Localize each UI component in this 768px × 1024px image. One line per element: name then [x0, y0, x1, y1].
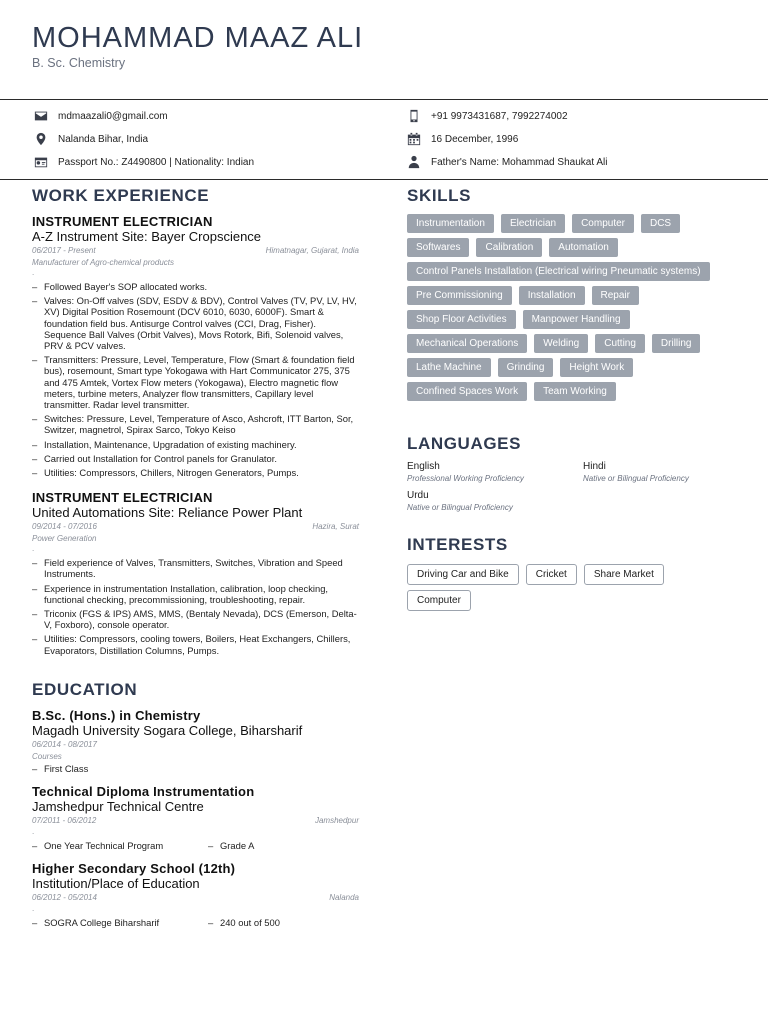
skill-tag: DCS: [641, 214, 680, 233]
bullet-item: – Field experience of Valves, Transmitters, Switches, Vibration and Speed Instruments.: [32, 557, 359, 579]
edu-sub: .: [32, 827, 35, 837]
job-bullets: [32, 281, 359, 478]
edu-dates: 06/2014 - 08/2017: [32, 739, 97, 749]
bullet-item: – Utilities: Compressors, cooling towers, Boilers, Heat Exchangers, Chillers, Evaporators, Distillation Columns, Pumps.: [32, 633, 359, 655]
passport-text: Passport No.: Z4490800 | Nationality: Indian: [58, 156, 255, 168]
right-column: [407, 186, 737, 616]
bullet-item: – Followed Bayer's SOP allocated works.: [32, 281, 359, 292]
contact-father: [407, 155, 607, 169]
interest-tag: Driving Car and Bike: [407, 564, 519, 585]
edu-meta: [32, 892, 359, 904]
contact-email: [34, 109, 168, 123]
edu-meta: [32, 815, 359, 827]
languages-list: [407, 461, 737, 513]
job-dates: 09/2014 - 07/2016: [32, 522, 97, 532]
skill-tag: Instrumentation: [407, 214, 494, 233]
skill-tag: Automation: [549, 238, 618, 257]
id-card-icon: [34, 155, 48, 169]
bullet-item: – Experience in instrumentation Installation, calibration, loop checking, functional checking, precommissioning, troubleshooting, repair.: [32, 583, 359, 605]
skill-tag: Confined Spaces Work: [407, 382, 527, 401]
bullet-item: – Triconix (FGS & IPS) AMS, MMS, (Bentaly Nevada), DCS (Emerson, Delta-V, Foxboro), console operator.: [32, 608, 359, 630]
interest-tag: Share Market: [584, 564, 664, 585]
edu-bullets: [32, 837, 359, 851]
language-item: [407, 490, 583, 513]
edu-school: Jamshedpur Technical Centre: [32, 799, 204, 815]
edu-school: Magadh University Sogara College, Biharsharif: [32, 722, 303, 738]
job-place: Himatnagar, Gujarat, India: [265, 246, 359, 255]
map-pin-icon: [34, 132, 48, 146]
calendar-icon: [407, 132, 421, 146]
job-dates: 06/2017 - Present: [32, 246, 96, 255]
job-role: INSTRUMENT ELECTRICIAN: [32, 214, 213, 229]
skill-tag: Grinding: [498, 358, 554, 377]
job-entry: [32, 214, 359, 478]
bullet-item: – Installation, Maintenance, Upgradation of existing machinery.: [32, 439, 359, 450]
job-bullets: [32, 557, 359, 656]
edu-bullets: [32, 914, 359, 928]
edu-school: Institution/Place of Education: [32, 876, 200, 892]
skill-tag: Cutting: [595, 334, 645, 353]
job-separator: .: [32, 544, 35, 554]
language-level: Native or Bilingual Proficiency: [407, 503, 513, 512]
language-name: Urdu: [407, 490, 429, 501]
skill-tag: Team Working: [534, 382, 616, 401]
edu-degree: Technical Diploma Instrumentation: [32, 784, 255, 800]
left-column: [32, 186, 359, 928]
edu-bullets: [32, 763, 359, 774]
email-text[interactable]: mdmaazali0@gmail.com: [58, 110, 168, 122]
skill-tag: Welding: [534, 334, 588, 353]
job-place: Hazira, Surat: [312, 522, 359, 532]
job-meta: [32, 245, 359, 257]
phone-text[interactable]: +91 9973431687, 7992274002: [431, 110, 568, 122]
skill-tag: Manpower Handling: [523, 310, 630, 329]
skills-heading: SKILLS: [407, 186, 472, 205]
interest-tag: Computer: [407, 590, 471, 611]
contact-bar: [0, 99, 768, 180]
language-name: English: [407, 461, 440, 472]
bullet-item: – One Year Technical Program: [32, 840, 208, 851]
language-name: Hindi: [583, 461, 606, 472]
edu-sub: .: [32, 904, 35, 914]
education-entry: [32, 708, 359, 774]
language-item: [583, 461, 733, 484]
skill-tag: Pre Commissioning: [407, 286, 512, 305]
contact-location: [34, 132, 148, 146]
skill-tag: Shop Floor Activities: [407, 310, 516, 329]
job-role: INSTRUMENT ELECTRICIAN: [32, 490, 213, 506]
candidate-name: MOHAMMAD MAAZ ALI: [32, 22, 364, 54]
job-company: United Automations Site: Reliance Power Plant: [32, 505, 303, 521]
skill-tag: Calibration: [476, 238, 542, 257]
phone-icon: [407, 109, 421, 123]
edu-degree: Higher Secondary School (12th): [32, 861, 236, 877]
bullet-item: – Transmitters: Pressure, Level, Temperature, Flow (Smart & foundation field bus), rosemount, Smart type Yokogawa with Hart Communicator 275, 375 and 475 Amtek, Vortex Flow meters (Yokogawa), Electro magnetic flow meters, turbine meters, Analyzer flow transmitters, Capillary level transmitter. Radar level transmitter.: [32, 354, 359, 410]
skill-tag: Height Work: [560, 358, 633, 377]
skill-tag: Control Panels Installation (Electrical wiring Pneumatic systems): [407, 262, 710, 281]
languages-heading: LANGUAGES: [407, 434, 522, 453]
skill-tag: Softwares: [407, 238, 469, 257]
skill-tag: Computer: [572, 214, 634, 233]
edu-place: Nalanda: [329, 893, 359, 903]
edu-place: Jamshedpur: [314, 816, 359, 826]
candidate-title: B. Sc. Chemistry: [32, 56, 126, 70]
skill-tag: Installation: [519, 286, 585, 305]
bullet-item: – 240 out of 500: [208, 917, 358, 928]
father-text: Father's Name: Mohammad Shaukat Ali: [431, 156, 608, 168]
edu-dates: 06/2012 - 05/2014: [32, 893, 97, 903]
language-level: Professional Working Proficiency: [407, 474, 524, 483]
bullet-item: – SOGRA College Biharsharif: [32, 917, 208, 928]
education-entry: [32, 861, 359, 928]
edu-sub: Courses: [32, 751, 62, 761]
job-separator: .: [32, 268, 35, 277]
education-heading: EDUCATION: [32, 679, 138, 699]
dob-text: 16 December, 1996: [431, 133, 519, 145]
interests-list: [407, 564, 737, 616]
skills-list: [407, 214, 737, 406]
job-meta: [32, 521, 359, 533]
interest-tag: Cricket: [526, 564, 577, 585]
job-company: A-Z Instrument Site: Bayer Cropscience: [32, 229, 262, 244]
edu-dates: 07/2011 - 06/2012: [32, 816, 97, 826]
bullet-item: – Carried out Installation for Control panels for Granulator.: [32, 453, 359, 464]
language-level: Native or Bilingual Proficiency: [583, 474, 689, 483]
edu-degree: B.Sc. (Hons.) in Chemistry: [32, 707, 201, 723]
skill-tag: Drilling: [652, 334, 701, 353]
contact-phone: [407, 109, 568, 123]
location-text: Nalanda Bihar, India: [58, 133, 149, 145]
skill-tag: Repair: [592, 286, 639, 305]
bullet-item: – Switches: Pressure, Level, Temperature of Asco, Ashcroft, ITT Barton, Sor, Switzer, magnetrol, Spirax Sarco, Tokyo Keiso: [32, 413, 359, 435]
skill-tag: Lathe Machine: [407, 358, 491, 377]
contact-passport: [34, 155, 254, 169]
envelope-icon: [34, 109, 48, 123]
bullet-item: – Grade A: [208, 840, 358, 851]
contact-dob: [407, 132, 518, 146]
bullet-item: – Valves: On-Off valves (SDV, ESDV & BDV), Control Valves (TV, PV, LV, HV, XV) Digital Position Rosemount (DCV 6010, 6030, 6000F). Smart & foundation field bus. Antisurge Control valves (CCI, Drag, Fisher). Sequence Ball Valves (Orbit Valves), Movs Rotork, Bifi, Solenoid valves, PRV & PCV valves.: [32, 295, 359, 351]
skill-tag: Mechanical Operations: [407, 334, 527, 353]
job-description: Power Generation: [32, 534, 97, 544]
skill-tag: Electrician: [501, 214, 565, 233]
language-item: [407, 461, 583, 484]
work-experience-heading: WORK EXPERIENCE: [32, 186, 210, 205]
edu-meta: [32, 739, 359, 751]
education-entry: [32, 784, 359, 851]
bullet-item: – Utilities: Compressors, Chillers, Nitrogen Generators, Pumps.: [32, 467, 359, 478]
person-icon: [407, 155, 421, 169]
job-description: Manufacturer of Agro-chemical products: [32, 258, 174, 267]
resume-header: [32, 22, 363, 70]
bullet-item: – First Class: [32, 763, 359, 774]
interests-heading: INTERESTS: [407, 535, 508, 554]
job-entry: [32, 490, 359, 656]
